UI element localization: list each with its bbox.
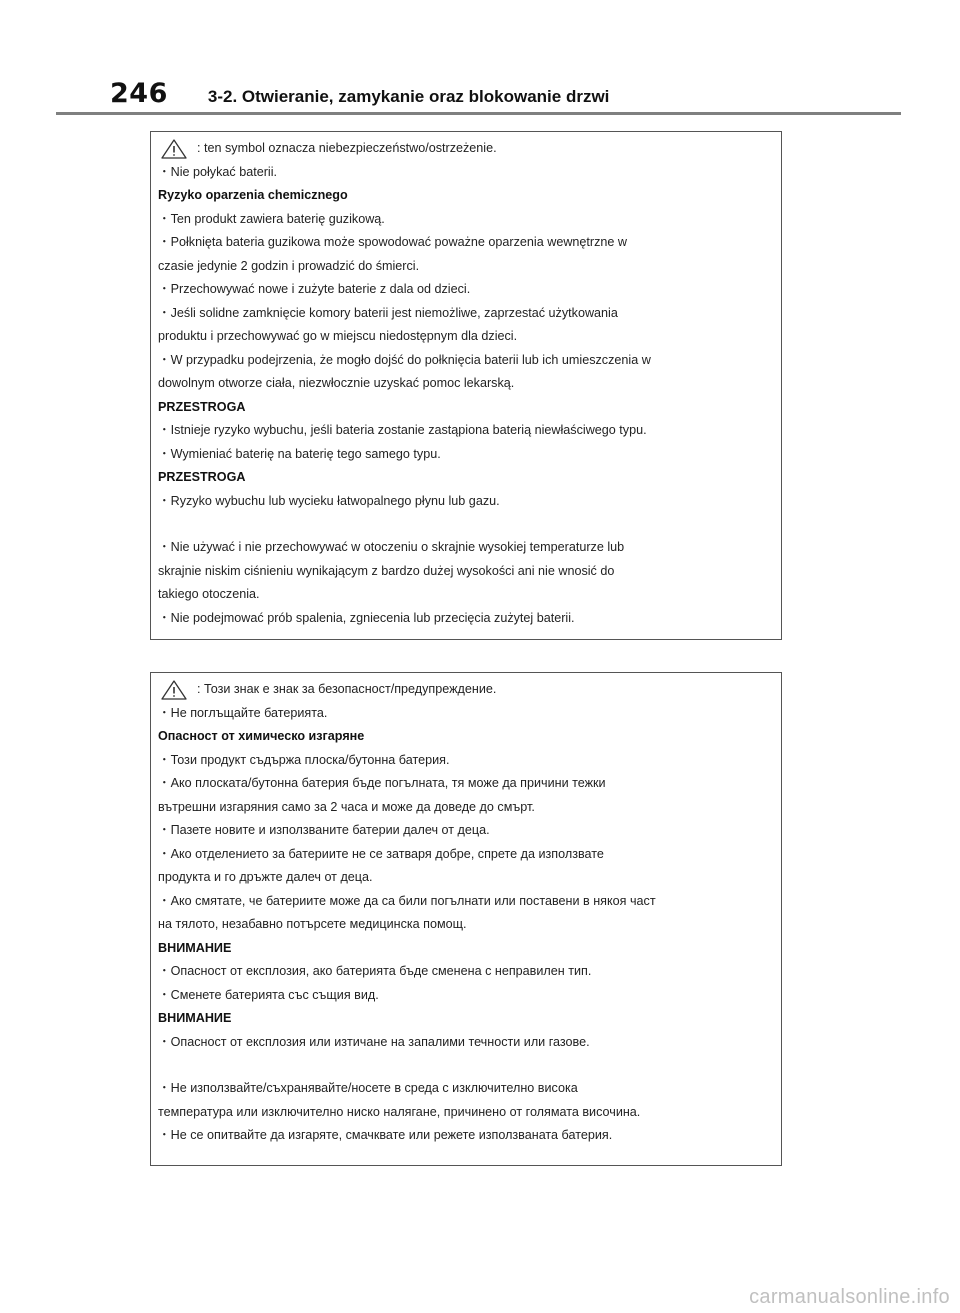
caution-heading: PRZESTROGA: [158, 399, 246, 414]
text-line: ・Połknięta bateria guzikowa może spowodować poważne oparzenia wewnętrzne w: [158, 235, 628, 249]
symbol-note-row: [158, 678, 781, 702]
text-line: ・Пазете новите и използваните батерии далеч от деца.: [158, 823, 490, 837]
caution-heading: ВНИМАНИЕ: [158, 1011, 232, 1025]
text-line: ・Този продукт съдържа плоска/бутонна батерия.: [158, 752, 450, 767]
polish-warning-box: [150, 131, 782, 640]
text-line: продукта и го дръжте далеч от деца.: [158, 870, 373, 884]
text-line: ・Не поглъщайте батерията.: [158, 705, 328, 720]
bulgarian-warning-box: [150, 672, 782, 1166]
text-line: ・Ten produkt zawiera baterię guzikową.: [158, 211, 385, 226]
subheading: Ryzyko oparzenia chemicznego: [158, 188, 348, 202]
text-line: ・Ако отделението за батериите не се затваря добре, спрете да използвате: [158, 846, 604, 861]
text-line: ・Nie podejmować prób spalenia, zgniecenia lub przecięcia zużytej baterii.: [158, 610, 575, 625]
text-line: ・Jeśli solidne zamknięcie komory baterii jest niemożliwe, zaprzestać użytkowania: [158, 305, 618, 320]
symbol-note-row: [158, 137, 781, 161]
text-line: на тялото, незабавно потърсете медицинска помощ.: [158, 917, 467, 931]
page-header: [110, 78, 609, 109]
text-line: ・Nie połykać baterii.: [158, 164, 277, 179]
text-line: ・Nie używać i nie przechowywać w otoczeniu o skrajnie wysokiej temperaturze lub: [158, 540, 625, 554]
text-line: ・Не използвайте/съхранявайте/носете в среда с изключително висока: [158, 1081, 578, 1095]
text-line: ・Ryzyko wybuchu lub wycieku łatwopalnego płynu lub gazu.: [158, 493, 500, 508]
text-line: ・Ако смятате, че батериите може да са били погълнати или поставени в някоя част: [158, 893, 656, 908]
text-line: dowolnym otworze ciała, niezwłocznie uzyskać pomoc lekarską.: [158, 376, 515, 390]
text-line: ・W przypadku podejrzenia, że mogło dojść do połknięcia baterii lub ich umieszczenia w: [158, 352, 651, 367]
text-line: ・Przechowywać nowe i zużyte baterie z dala od dzieci.: [158, 282, 471, 296]
symbol-note: : ten symbol oznacza niebezpieczeństwo/ostrzeżenie.: [197, 141, 497, 155]
section-title: 3-2. Otwieranie, zamykanie oraz blokowanie drzwi: [207, 87, 610, 106]
text-line: ・Сменете батерията със същия вид.: [158, 987, 379, 1002]
text-line: ・Не се опитвайте да изгаряте, смачквате или режете използваната батерия.: [158, 1128, 613, 1142]
text-line: skrajnie niskim ciśnieniu wynikającym z bardzo dużej wysokości ani nie wnosić do: [158, 563, 615, 578]
text-line: czasie jedynie 2 godzin i prowadzić do śmierci.: [158, 258, 420, 273]
text-line: ・Ако плоската/бутонна батерия бъде погълната, тя може да причини тежки: [158, 776, 606, 790]
caution-heading: ВНИМАНИЕ: [158, 940, 232, 955]
caution-heading: PRZESTROGA: [158, 470, 246, 484]
symbol-note: : Този знак е знак за безопасност/предупреждение.: [197, 682, 497, 696]
text-line: ・Опасност от експлозия или изтичане на запалими течности или газове.: [158, 1034, 590, 1049]
watermark: carmanualsonline.info: [749, 1286, 950, 1308]
page-number: 246: [110, 78, 168, 109]
text-line: ・Wymieniać baterię na baterię tego samego typu.: [158, 446, 441, 461]
subheading: Опасност от химическо изгаряне: [158, 729, 365, 743]
text-line: ・Istnieje ryzyko wybuchu, jeśli bateria zostanie zastąpiona baterią niewłaściwego typu.: [158, 423, 647, 437]
header-rule: [56, 112, 901, 115]
text-line: вътрешни изгаряния само за 2 часа и може да доведе до смърт.: [158, 799, 535, 814]
text-line: produktu i przechowywać go w miejscu niedostępnym dla dzieci.: [158, 329, 518, 343]
text-line: температура или изключително ниско налягане, причинено от голямата височина.: [158, 1104, 641, 1119]
warning-triangle-icon: [161, 139, 187, 159]
warning-triangle-icon: [161, 680, 187, 700]
text-line: takiego otoczenia.: [158, 587, 260, 601]
text-line: ・Опасност от експлозия, ако батерията бъде сменена с неправилен тип.: [158, 964, 592, 978]
